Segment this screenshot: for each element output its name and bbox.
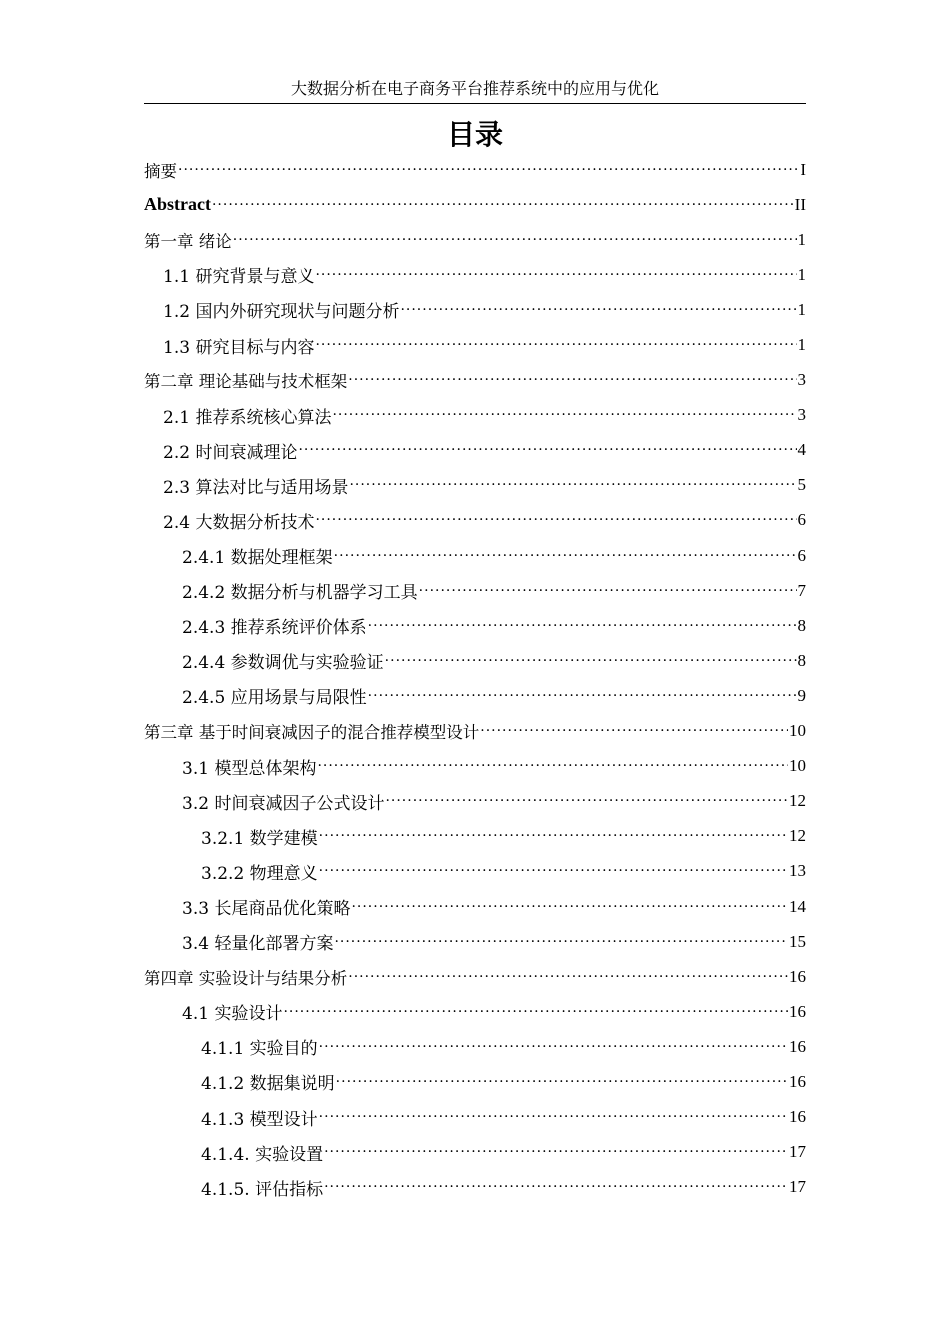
dot-leader [368,618,797,634]
toc-entry-page: 4 [797,440,806,460]
dot-leader [368,688,797,704]
toc-entry-page: 17 [789,1177,806,1197]
dot-leader [348,969,788,985]
toc-entry-page: 7 [797,580,806,600]
toc-entry-label: 2.4.3 推荐系统评价体系 [182,618,367,639]
dot-leader [385,653,797,669]
dot-leader [317,758,788,774]
toc-entry-page: 8 [797,650,806,670]
toc-entry-page: 6 [797,545,806,565]
toc-entry-page: 12 [789,826,806,846]
toc-entry-label: 2.4 大数据分析技术 [163,512,315,533]
toc-entry-page: I [800,159,806,179]
toc-title: 目录 [446,118,503,151]
toc-entry-label: 2.1 推荐系统核心算法 [163,407,332,428]
toc-entry-label: 2.4.1 数据处理框架 [182,548,333,569]
toc-entry[interactable] [144,538,806,573]
dot-leader [480,723,788,739]
toc-entry-label: 第一章 绪论 [144,231,232,251]
toc-entry-label: 1.1 研究背景与意义 [163,267,315,288]
toc-entry-label: 2.4.5 应用场景与局限性 [182,688,367,709]
toc-entry[interactable] [144,398,806,433]
toc-entry-page: 1 [797,229,806,249]
dot-leader [315,512,796,528]
toc-entry-label: 第二章 理论基础与技术框架 [144,372,348,392]
toc-entry-page: 15 [789,931,806,951]
toc-entry-label: 3.2.1 数学建模 [201,828,318,849]
toc-entry[interactable] [144,1100,806,1135]
dot-leader [348,372,796,388]
toc-entry-label: Abstract [144,194,211,215]
dot-leader [315,267,796,283]
toc-entry-label: 3.4 轻量化部署方案 [182,934,334,955]
toc-entry-page: 16 [789,966,806,986]
toc-entry-page: 16 [789,1036,806,1056]
dot-leader [315,337,796,353]
toc-entry-label: 4.1.3 模型设计 [201,1109,318,1130]
toc-entry-page: 17 [789,1142,806,1162]
toc-entry[interactable] [144,292,806,327]
toc-entry[interactable] [144,959,806,994]
dot-leader [233,232,797,248]
toc-entry[interactable] [144,924,806,959]
dot-leader [419,583,797,599]
dot-leader [212,197,794,213]
toc-entry-label: 4.1 实验设计 [182,1004,283,1025]
toc-entry-label: 4.1.1 实验目的 [201,1039,318,1060]
dot-leader [319,1039,788,1055]
dot-leader [298,442,796,458]
dot-leader [332,407,796,423]
running-header: 大数据分析在电子商务平台推荐系统中的应用与优化 [290,79,659,98]
toc-entry-label: 4.1.4. 实验设置 [201,1144,324,1165]
toc-entry-label: 2.3 算法对比与适用场景 [163,477,349,498]
toc-entry-label: 2.2 时间衰减理论 [163,442,298,463]
toc-entry[interactable] [144,1135,806,1170]
toc-entry-label: 1.3 研究目标与内容 [163,337,315,358]
toc-entry[interactable] [144,889,806,924]
toc-entry-page: 16 [789,1107,806,1127]
toc-entry-page: 3 [797,370,806,390]
dot-leader [385,793,788,809]
toc-entry[interactable] [144,1064,806,1099]
toc-entry-label: 3.3 长尾商品优化策略 [182,899,351,920]
toc-entry[interactable] [144,784,806,819]
dot-leader [319,1109,788,1125]
toc-entry[interactable] [144,222,806,257]
toc-entry[interactable] [144,503,806,538]
toc-entry-page: II [794,194,806,214]
toc-entry[interactable] [144,749,806,784]
toc-entry-page: 1 [797,264,806,284]
toc-entry-page: 14 [789,896,806,916]
toc-entry-label: 2.4.4 参数调优与实验验证 [182,653,384,674]
toc-entry[interactable] [144,468,806,503]
dot-leader [334,548,797,564]
toc-entry-page: 10 [789,721,806,741]
toc-entry[interactable] [144,994,806,1029]
dot-leader [351,899,788,915]
toc-entry[interactable] [144,1170,806,1205]
toc-entry-label: 2.4.2 数据分析与机器学习工具 [182,583,418,604]
toc-entry-page: 1 [797,335,806,355]
toc-entry-label: 4.1.2 数据集说明 [201,1074,335,1095]
toc-entry-label: 3.2 时间衰减因子公式设计 [182,793,385,814]
toc-entry[interactable] [144,854,806,889]
toc-entry[interactable] [144,152,806,187]
table-of-contents [144,152,806,1205]
toc-entry[interactable] [144,257,806,292]
toc-entry-label: 第四章 实验设计与结果分析 [144,968,348,988]
toc-entry-label: 第三章 基于时间衰减因子的混合推荐模型设计 [144,723,480,743]
toc-entry[interactable] [144,327,806,362]
dot-leader [283,1004,788,1020]
toc-entry[interactable] [144,363,806,398]
toc-entry-page: 1 [797,299,806,319]
toc-entry[interactable] [144,1029,806,1064]
toc-entry-label: 3.2.2 物理意义 [201,863,318,884]
header-rule [144,103,806,104]
dot-leader [336,1074,788,1090]
dot-leader [178,162,799,178]
toc-entry-label: 3.1 模型总体架构 [182,758,317,779]
toc-entry-label: 1.2 国内外研究现状与问题分析 [163,302,400,323]
toc-entry[interactable] [144,678,806,713]
toc-entry-page: 10 [789,756,806,776]
toc-entry-page: 16 [789,1071,806,1091]
toc-entry[interactable] [144,573,806,608]
dot-leader [400,302,796,318]
toc-entry-page: 5 [797,475,806,495]
toc-entry-page: 16 [789,1001,806,1021]
toc-entry-label: 4.1.5. 评估指标 [201,1179,324,1200]
toc-entry-page: 13 [789,861,806,881]
dot-leader [324,1179,788,1195]
toc-entry-page: 9 [797,685,806,705]
toc-entry[interactable] [144,714,806,749]
dot-leader [349,477,796,493]
toc-entry[interactable] [144,433,806,468]
toc-entry[interactable] [144,643,806,678]
dot-leader [324,1144,788,1160]
dot-leader [319,863,788,879]
toc-entry-page: 8 [797,615,806,635]
toc-entry-page: 12 [789,791,806,811]
dot-leader [334,934,788,950]
toc-entry-label: 摘要 [144,161,177,181]
toc-entry[interactable] [144,187,806,222]
toc-entry-page: 3 [797,405,806,425]
toc-entry[interactable] [144,608,806,643]
dot-leader [319,828,788,844]
toc-entry-page: 6 [797,510,806,530]
toc-entry[interactable] [144,819,806,854]
